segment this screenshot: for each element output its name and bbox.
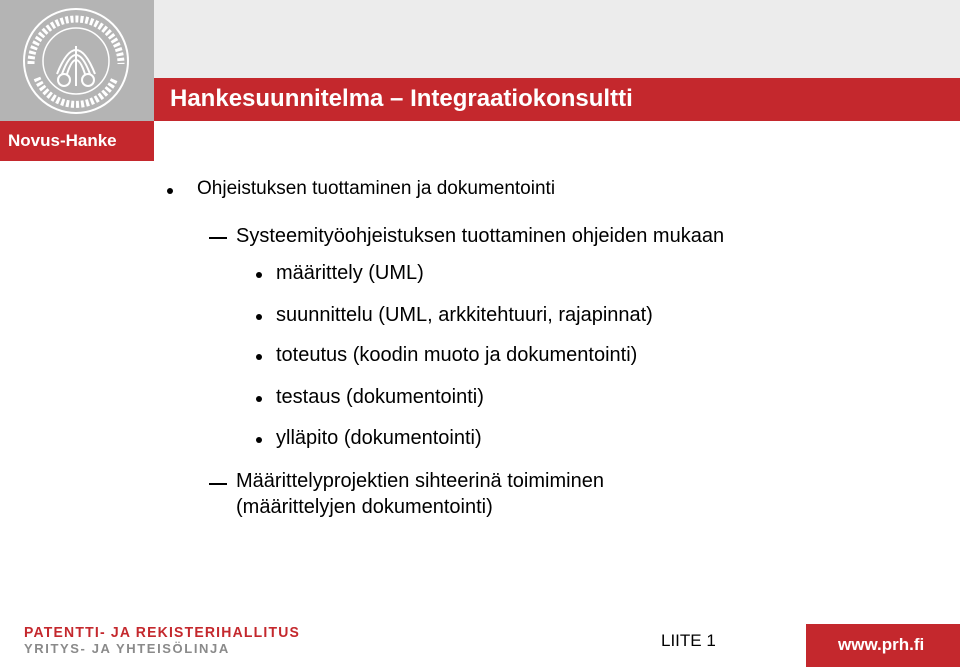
bullet-icon xyxy=(256,272,262,278)
bullet-icon xyxy=(256,314,262,320)
dash-item-1: Systeemityöohjeistuksen tuottaminen ohjeiden mukaan xyxy=(236,225,725,247)
dash-item-2-line2: (määrittelyjen dokumentointi) xyxy=(236,496,493,518)
sub-item: suunnittelu (UML, arkkitehtuuri, rajapinnat) xyxy=(276,304,653,326)
bullet-icon xyxy=(167,188,173,194)
sub-item: toteutus (koodin muoto ja dokumentointi) xyxy=(276,344,638,366)
sub-item: määrittely (UML) xyxy=(276,262,424,284)
sub-item: ylläpito (dokumentointi) xyxy=(276,427,482,449)
page-label: LIITE 1 xyxy=(661,631,716,650)
dash-icon xyxy=(209,483,227,485)
header-background xyxy=(154,0,960,78)
dash-icon xyxy=(209,237,227,239)
footer-organization-logo xyxy=(24,624,300,656)
footer-org-name: PATENTTI- JA REKISTERIHALLITUS xyxy=(24,623,301,641)
bullet-level1: Ohjeistuksen tuottaminen ja dokumentointi xyxy=(197,178,556,199)
project-label: Novus-Hanke xyxy=(8,131,117,150)
organization-logo-panel xyxy=(0,0,154,121)
dash-item-2-line1: Määrittelyprojektien sihteerinä toimiminen xyxy=(236,470,604,492)
project-label-panel xyxy=(0,121,154,161)
bullet-icon xyxy=(256,437,262,443)
bullet-icon xyxy=(256,396,262,402)
website-link[interactable]: www.prh.fi xyxy=(838,635,925,654)
title-bar xyxy=(154,78,960,121)
sub-item: testaus (dokumentointi) xyxy=(276,386,484,408)
slide-title: Hankesuunnitelma – Integraatiokonsultti xyxy=(170,85,633,112)
footer-org-unit: YRITYS- JA YHTEISÖLINJA xyxy=(24,641,230,656)
bullet-icon xyxy=(256,354,262,360)
url-panel xyxy=(806,624,960,667)
seal-logo-icon xyxy=(17,6,135,116)
